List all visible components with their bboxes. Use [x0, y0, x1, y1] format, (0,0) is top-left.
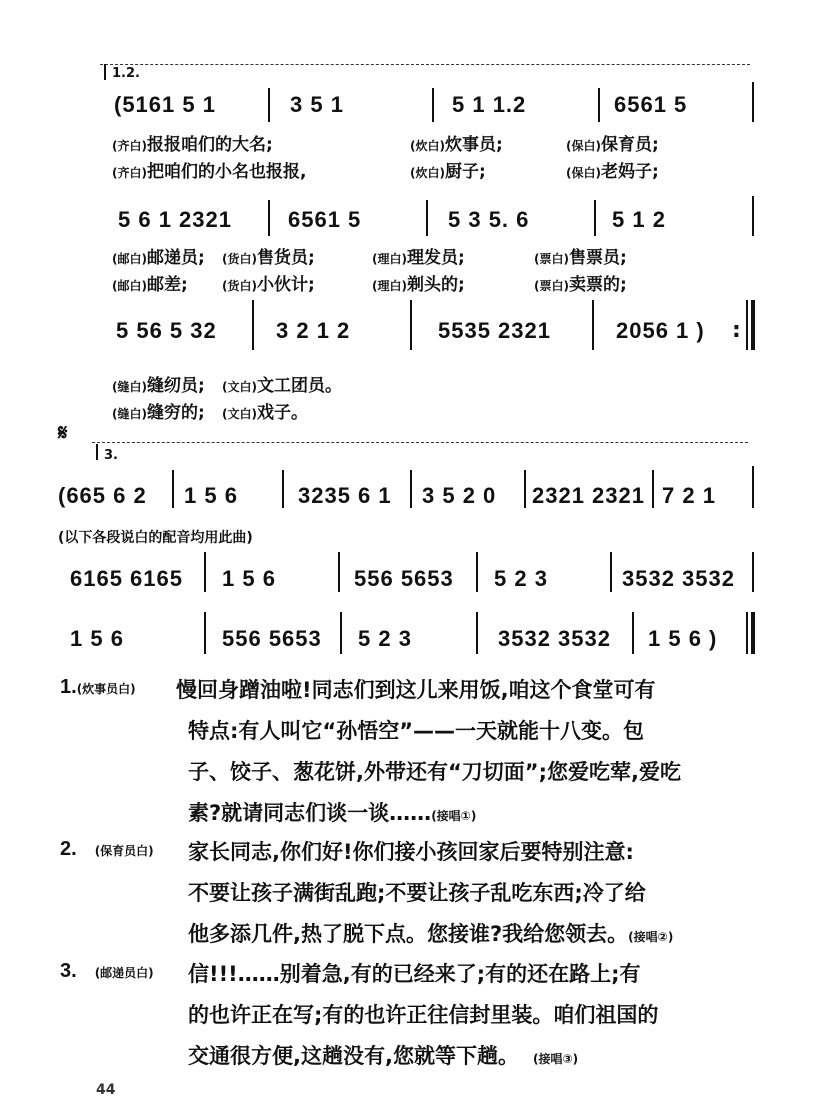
top-rule: [100, 64, 750, 65]
paragraph-2-text: 家长同志,你们好!你们接小孩回家后要特别注意: 不要让孩子满街乱跑;不要让孩子乱吃东西;冷了给 他多添几件,热了脱下点。您接谁?我给您领去。(接唱②): [188, 840, 674, 946]
s1-r3-m3: 5535 2321: [438, 318, 551, 343]
s2-r2-m5: 3532 3532: [622, 566, 735, 591]
s2-r3-m3: 5 2 3: [358, 626, 412, 651]
barline: [432, 88, 434, 122]
segno-sign: 𝄋: [58, 420, 68, 445]
s1-r1-m1: (5161 5 1: [114, 92, 216, 117]
s2-r3-m4: 3532 3532: [498, 626, 611, 651]
paragraph-1: [60, 676, 136, 699]
barline: [592, 300, 594, 350]
barline: [598, 88, 600, 122]
paragraph-speaker: (炊事员白): [76, 682, 136, 696]
lyric-line: (货白)小伙计;: [222, 275, 315, 295]
s1-r1-m3: 5 1 1.2: [452, 92, 527, 117]
s1-r1-m2: 3 5 1: [290, 92, 344, 117]
barline: [652, 470, 654, 508]
s1-r1-m4: 6561 5: [614, 92, 688, 117]
paragraph-3: [60, 960, 154, 983]
barline: [426, 200, 428, 236]
barline: [524, 470, 526, 508]
paragraph-number: 1.: [60, 676, 77, 698]
lyric-line: (缝白)缝纫员;: [112, 376, 205, 396]
lyric-line: (理白)理发员;: [372, 248, 465, 268]
barline: [252, 300, 254, 350]
s1-r3-m2: 3 2 1 2: [276, 318, 351, 343]
s1-r2-m3: 5 3 5. 6: [448, 207, 530, 232]
volta-label-2: 3.: [104, 448, 118, 463]
cue: (接唱①): [431, 809, 477, 823]
barline: [594, 200, 596, 236]
final-barline-thin: [746, 612, 748, 654]
final-barline-thin: [746, 300, 748, 350]
barline: [752, 196, 754, 236]
music-note: (以下各段说白的配音均用此曲): [58, 530, 253, 546]
barline: [282, 470, 284, 508]
paragraph-1-text: 慢回身蹭油啦!同志们到这儿来用饭,咱这个食堂可有: [176, 678, 656, 702]
lyric-line: (邮白)邮递员;: [112, 248, 205, 268]
lyric-line: (炊白)炊事员;: [410, 135, 503, 155]
s2-r1-m4: 3 5 2 0: [422, 483, 497, 508]
repeat-dots: :: [732, 318, 741, 343]
barline: [410, 300, 412, 350]
paragraph-number: 2.: [60, 838, 77, 860]
s2-r2-m1: 6165 6165: [70, 566, 183, 591]
s2-r1-m5: 2321 2321: [532, 483, 645, 508]
lyric-line: (文白)戏子。: [222, 403, 308, 423]
barline: [476, 612, 478, 654]
paragraph-2: [60, 838, 154, 861]
cue: (接唱③): [532, 1052, 579, 1066]
barline: [752, 552, 754, 592]
s2-r1-m2: 1 5 6: [184, 483, 238, 508]
lyric-line: (保白)老妈子;: [566, 162, 659, 182]
barline: [338, 552, 340, 592]
lyric-line: (文白)文工团员。: [222, 376, 342, 396]
final-barline-thick: [751, 300, 755, 350]
cue: (接唱②): [628, 930, 674, 944]
final-barline-thick: [751, 612, 755, 654]
lyric-line: (齐白)把咱们的小名也报报,: [112, 162, 307, 182]
lyric-line: (票白)售票员;: [534, 248, 627, 268]
volta-label-1: 1.2.: [112, 66, 140, 81]
s1-r3-m4: 2056 1 ): [616, 318, 705, 343]
volta-bracket: [96, 444, 98, 460]
s2-r1-m3: 3235 6 1: [298, 483, 392, 508]
lyric-line: (齐白)报报咱们的大名;: [112, 135, 273, 155]
s2-r3-m1: 1 5 6: [70, 626, 124, 651]
barline: [410, 470, 412, 508]
s1-r3-m1: 5 56 5 32: [116, 318, 217, 343]
barline: [268, 88, 270, 122]
barline: [204, 612, 206, 654]
s2-r3-m5: 1 5 6 ): [648, 626, 718, 651]
s2-r2-m2: 1 5 6: [222, 566, 276, 591]
s1-r2-m2: 6561 5: [288, 207, 362, 232]
paragraph-speaker: (保育员白): [94, 844, 154, 858]
s1-r2-m1: 5 6 1 2321: [118, 207, 232, 232]
barline: [632, 612, 634, 654]
barline: [752, 82, 754, 122]
lyric-line: (票白)卖票的;: [534, 275, 627, 295]
paragraph-speaker: (邮递员白): [94, 966, 154, 980]
mid-rule: [92, 442, 748, 443]
s2-r2-m3: 556 5653: [354, 566, 454, 591]
lyric-line: (缝白)缝穷的;: [112, 403, 205, 423]
barline: [752, 466, 754, 508]
barline: [268, 200, 270, 236]
paragraph-1-cont: 特点:有人叫它“孙悟空”——一天就能十八变。包 子、饺子、葱花饼,外带还有“刀切面”;您爱吃荤,爱吃 素?就请同志们谈一谈……(接唱①): [188, 719, 681, 825]
s1-r2-m4: 5 1 2: [612, 207, 666, 232]
lyric-line: (保白)保育员;: [566, 135, 659, 155]
s2-r1-m1: (665 6 2: [58, 483, 147, 508]
s2-r2-m4: 5 2 3: [494, 566, 548, 591]
lyric-line: (理白)剃头的;: [372, 275, 465, 295]
volta-bracket: [104, 64, 106, 80]
barline: [172, 470, 174, 508]
s2-r1-m6: 7 2 1: [662, 483, 716, 508]
lyric-line: (邮白)邮差;: [112, 275, 188, 295]
barline: [340, 612, 342, 654]
paragraph-number: 3.: [60, 960, 77, 982]
barline: [204, 552, 206, 592]
barline: [610, 552, 612, 592]
lyric-line: (货白)售货员;: [222, 248, 315, 268]
lyric-line: (炊白)厨子;: [410, 162, 486, 182]
page-number: 44: [96, 1082, 116, 1098]
barline: [476, 552, 478, 592]
paragraph-3-text: 信!!!……别着急,有的已经来了;有的还在路上;有 的也许正在写;有的也许正往信封里装。咱们祖国的 交通很方便,这趟没有,您就等下趟。 (接唱③): [188, 962, 659, 1068]
s2-r3-m2: 556 5653: [222, 626, 322, 651]
